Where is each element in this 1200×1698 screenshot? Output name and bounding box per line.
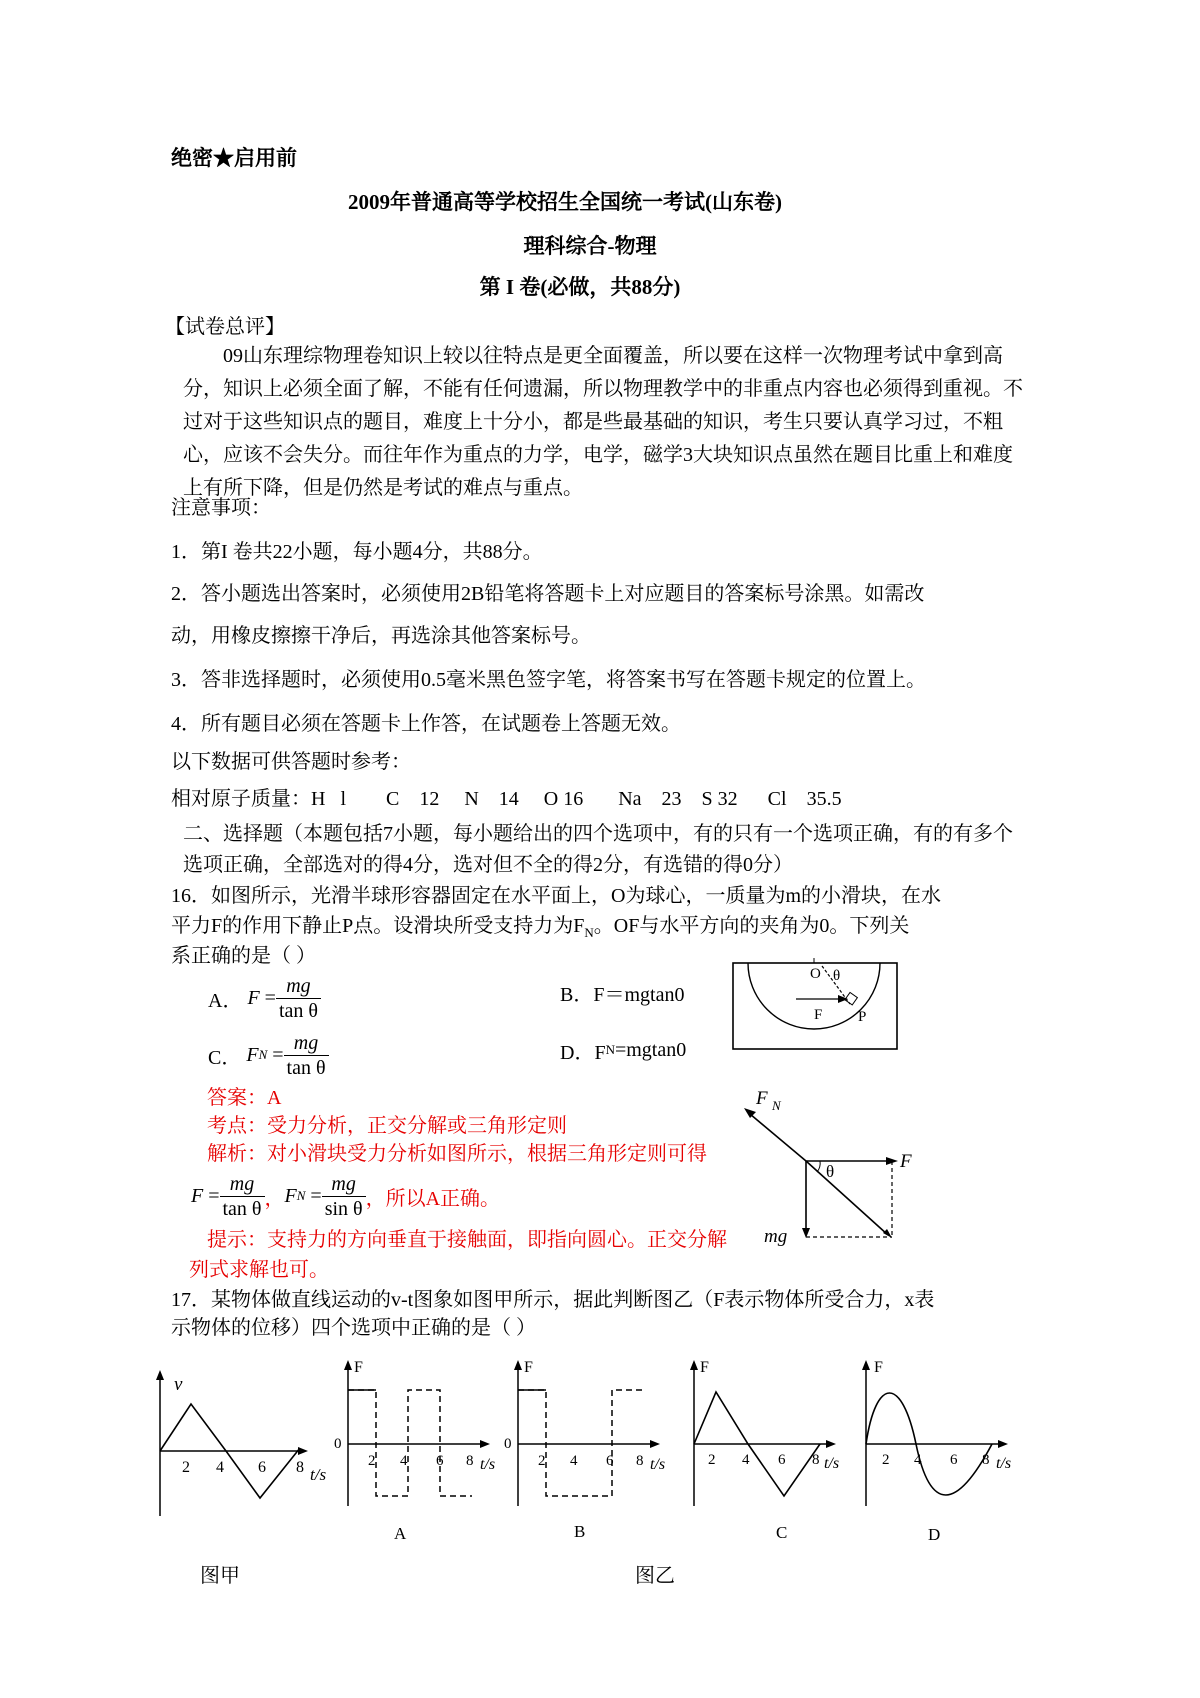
svg-text:t/s: t/s: [480, 1456, 496, 1473]
label-p: P: [858, 1009, 867, 1025]
section-title: 第 I 卷(必做，共88分): [479, 275, 681, 299]
label-theta-2: θ: [826, 1162, 835, 1181]
graph-b: [500, 1356, 680, 1546]
svg-text:8: 8: [466, 1453, 474, 1469]
reference-note: 以下数据可供答题时参考：: [171, 751, 411, 773]
hemisphere-figure: [730, 958, 900, 1054]
q16-answer: 答案：A: [207, 1087, 282, 1109]
svg-text:2: 2: [882, 1452, 890, 1468]
label-fn-sub: N: [772, 1098, 781, 1113]
label-graph-c: C: [776, 1523, 788, 1542]
svg-text:6: 6: [950, 1452, 958, 1468]
tick-6: 6: [258, 1459, 266, 1476]
svg-text:6: 6: [436, 1453, 444, 1469]
tick-2: 2: [182, 1459, 190, 1476]
q16-hint-line2: 列式求解也可。: [189, 1259, 329, 1281]
label-fn: F: [756, 1088, 768, 1109]
graph-a: [328, 1356, 508, 1546]
q16-hint-line1: 提示：支持力的方向垂直于接触面，即指向圆心。正交分解: [207, 1229, 727, 1251]
note-item-2-cont: 动，用橡皮擦擦干净后，再选涂其他答案标号。: [171, 625, 591, 647]
caption-yi: 图乙: [635, 1565, 675, 1587]
tick-8: 8: [296, 1459, 304, 1476]
q16-analysis: 解析：对小滑块受力分析如图所示，根据三角形定则可得: [207, 1143, 707, 1165]
label-f-1: F: [814, 1007, 823, 1023]
exam-title: 2009年普通高等学校招生全国统一考试(山东卷): [348, 190, 782, 214]
svg-text:4: 4: [742, 1452, 750, 1468]
q16-key-point: 考点：受力分析，正交分解或三角形定则: [207, 1115, 567, 1137]
atomic-masses: 相对原子质量：H l C 12 N 14 O 16 Na 23 S 32 Cl 35.5: [171, 788, 842, 810]
q16-stem-line1: 16．如图所示，光滑半球形容器固定在水平面上，O为球心，一质量为m的小滑块，在水: [171, 885, 941, 907]
svg-text:2: 2: [368, 1453, 376, 1469]
svg-text:t/s: t/s: [996, 1455, 1012, 1472]
svg-text:6: 6: [778, 1452, 786, 1468]
q17-stem-line2: 示物体的位移）四个选项中正确的是（ ）: [171, 1317, 536, 1339]
label-zero-a: 0: [334, 1436, 342, 1452]
q16-option-b: B．F＝mgtan0: [560, 983, 685, 1006]
svg-text:0: 0: [504, 1436, 512, 1452]
label-f-a: F: [354, 1359, 363, 1376]
exam-subtitle: 理科综合-物理: [523, 234, 657, 258]
q17-stem-line1: 17．某物体做直线运动的v-t图象如图甲所示，据此判断图乙（F表示物体所受合力，x表: [171, 1289, 935, 1311]
secret-label: 绝密★启用前: [171, 146, 297, 170]
graph-d: [852, 1356, 1032, 1546]
note-item-4: 4．所有题目必须在答题卡上作答，在试题卷上答题无效。: [171, 713, 681, 735]
svg-text:6: 6: [606, 1453, 614, 1469]
caption-jia: 图甲: [200, 1565, 240, 1587]
q16-stem-line3: 系正确的是（ ）: [171, 945, 316, 967]
svg-text:t/s: t/s: [824, 1455, 840, 1472]
label-f-c: F: [700, 1359, 709, 1376]
tick-4: 4: [216, 1459, 224, 1476]
svg-text:2: 2: [538, 1453, 546, 1469]
fraction-mg-tan: $\frac{mg}{\text{tan θ}}$: [276, 974, 321, 1023]
svg-text:8: 8: [636, 1453, 644, 1469]
svg-text:4: 4: [570, 1453, 578, 1469]
notes-heading: 注意事项：: [171, 497, 271, 519]
label-theta-1: θ: [833, 968, 841, 984]
svg-text:2: 2: [708, 1452, 716, 1468]
label-o: O: [810, 966, 821, 982]
label-f-b: F: [524, 1359, 533, 1376]
label-f-2: F: [900, 1151, 912, 1172]
q16-stem-line2: 平力F的作用下静止P点。设滑块所受支持力为$F_N$。OF与水平方向的夹角为0。下列关: [171, 915, 910, 940]
q16-option-d: D．F N =mgtan0: [560, 1038, 687, 1064]
label-graph-d: D: [928, 1525, 941, 1544]
section2-instructions: [183, 819, 1023, 881]
fraction-mg-tan-c: $\frac{mg}{\text{tan θ}}$: [284, 1031, 329, 1080]
label-graph-b: B: [574, 1522, 586, 1541]
review-body: 09山东理综物理卷知识上较以往特点是更全面覆盖，所以要在这样一次物理考试中拿到高分，知识上必须全面了解，不能有任何遗漏，所以物理教学中的非重点内容也必须得到重视。不过对于这些知识点的题目，难度上十分小，都是些最基础的知识，考生只要认真学习过，不粗心，应该不会失分。而往年作为重点的力学，电学，磁学3大块知识点虽然在题目比重上和难度上有所下降，但是仍然是考试的难点与重点。: [183, 345, 1023, 499]
q16-option-a: A． F = $\frac{mg}{\text{tan θ}}$: [208, 968, 321, 1028]
force-diagram: [740, 1080, 930, 1260]
q16-option-c: C． F N = $\frac{mg}{\text{tan θ}}$: [208, 1025, 329, 1085]
svg-text:4: 4: [914, 1452, 922, 1468]
label-f-d: F: [874, 1359, 883, 1376]
section2-text: 二、选择题（本题包括7小题，每小题给出的四个选项中，有的只有一个选项正确，有的有多个选项正确，全部选对的得4分，选对但不全的得2分，有选错的得0分）: [183, 823, 1013, 876]
svg-text:t/s: t/s: [650, 1456, 666, 1473]
graph-jia: [150, 1366, 340, 1546]
review-paragraph: [183, 340, 1023, 505]
svg-text:8: 8: [982, 1452, 990, 1468]
svg-text:4: 4: [400, 1453, 408, 1469]
label-graph-a: A: [394, 1524, 407, 1543]
note-item-1: 1．第I 卷共22小题，每小题4分，共88分。: [171, 541, 543, 563]
q16-solution-formula: F = $\frac{mg}{\text{tan θ}}$ ， F N = $\frac{mg}{\text{sin θ}}$ ，所以A正确。: [191, 1172, 501, 1220]
note-item-3: 3．答非选择题时，必须使用0.5毫米黑色签字笔，将答案书写在答题卡规定的位置上。: [171, 669, 926, 691]
note-item-2: 2．答小题选出答案时，必须使用2B铅笔将答题卡上对应题目的答案标号涂黑。如需改: [171, 583, 925, 605]
svg-text:8: 8: [812, 1452, 820, 1468]
label-mg: mg: [764, 1226, 788, 1247]
label-v: v: [174, 1374, 183, 1395]
review-heading: 【试卷总评】: [165, 316, 285, 338]
graph-c: [680, 1356, 860, 1546]
label-ts: t/s: [310, 1465, 327, 1484]
